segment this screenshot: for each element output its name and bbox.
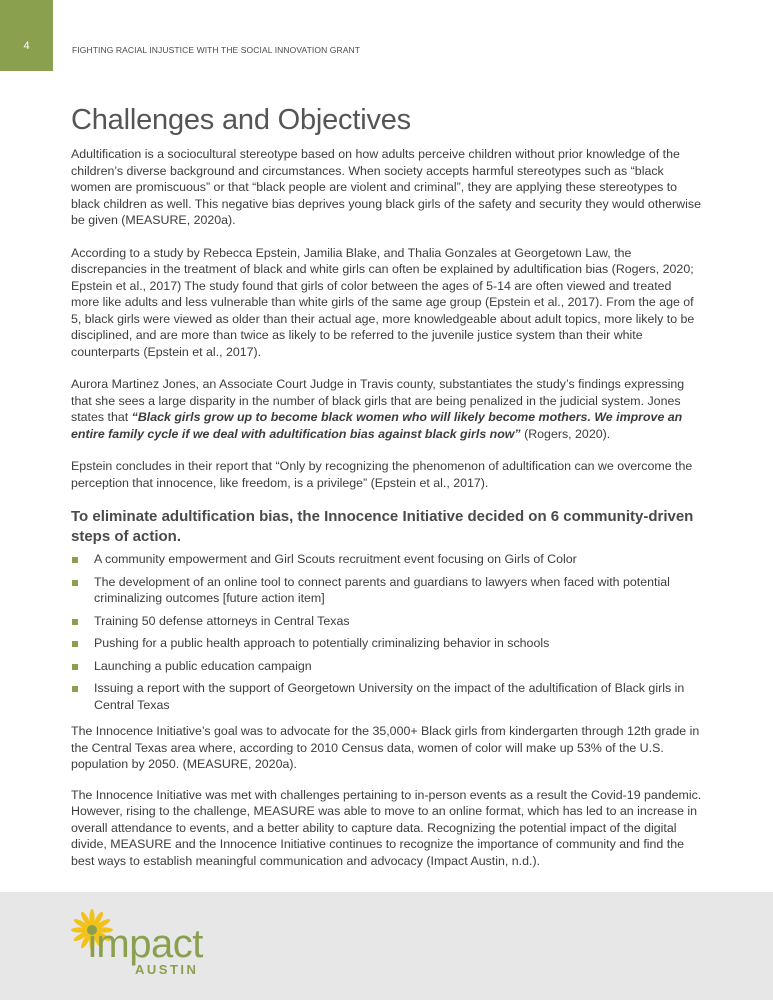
steps-list — [71, 551, 703, 713]
judge-quote-citation: (Rogers, 2020). — [520, 426, 611, 441]
paragraph-judge-quote — [71, 376, 703, 442]
page-number: 4 — [23, 40, 30, 52]
page-number-tab — [0, 0, 53, 71]
square-bullet-icon — [72, 557, 78, 563]
square-bullet-icon — [72, 686, 78, 692]
paragraph-goal: The Innocence Initiative’s goal was to advocate for the 35,000+ Black girls from kindergarten through 12th grade in the Central Texas area where, according to 2010 Census data, women of color will make up 53% of the U.S. population by 2050. (MEASURE, 2020a). — [71, 724, 700, 771]
paragraph-covid-challenges: The Innocence Initiative was met with challenges pertaining to in-person events as a result the Covid-19 pandemic. However, rising to the challenge, MEASURE was able to move to an online format, which has led to an increase in overall attendance to events, and a better ability to capture data. Recognizing the potential impact of the digital divide, MEASURE and the Innocence Initiative continues to recognize the importance of community and find the best ways to establish meaningful communication and advocacy (Impact Austin, n.d.). — [71, 787, 702, 868]
impact-austin-logo — [70, 908, 220, 980]
logo-wordmark: impact — [88, 922, 203, 966]
main-content — [71, 102, 703, 885]
list-item: Issuing a report with the support of Georgetown University on the impact of the adultification of Black girls in Central Texas — [71, 680, 703, 713]
list-item: Training 50 defense attorneys in Central Texas — [71, 613, 703, 630]
paragraph-adultification-definition: Adultification is a sociocultural stereotype based on how adults perceive children without prior knowledge of the children’s diverse background and circumstances. When society accepts harmful stereotypes such as “black women are promiscuous” or that “black people are violent and criminal”, they are applying these stereotypes to black children as well. This negative bias deprives young black girls of the safety and security they would otherwise be given (MEASURE, 2020a). — [71, 147, 701, 227]
logo-subtitle: AUSTIN — [135, 962, 199, 977]
list-item: A community empowerment and Girl Scouts recruitment event focusing on Girls of Color — [71, 551, 703, 568]
paragraph-epstein-conclusion: Epstein concludes in their report that “Only by recognizing the phenomenon of adultification can we overcome the perception that innocence, like freedom, is a privilege” (Epstein et al., 2017). — [71, 459, 693, 490]
judge-quote-intro: Aurora Martinez Jones, an Associate Court Judge in Travis county, substantiates the study’s findings expressing that she sees a large disparity in the number of black girls that are being penalized in the judicial system. Jones states that — [71, 377, 685, 424]
page-title: Challenges and Objectives — [71, 104, 411, 136]
paragraph-georgetown-study: According to a study by Rebecca Epstein, Jamilia Blake, and Thalia Gonzales at Georgetown Law, the discrepancies in the treatment of black and white girls can often be explained by adultification bias (Rogers, 2020; Epstein et al., 2017) The study found that girls of color between the ages of 5-14 are often viewed and treated more like adults and less vulnerable than white girls of the same age group (Epstein et al., 2017). From the age of 5, black girls were viewed as older than their actual age, more knowledgeable about adult topics, more likely to be disciplined, and are more than twice as likely to be referred to the juvenile justice system than their white counterparts (Epstein et al., 2017). — [71, 245, 695, 359]
list-item: The development of an online tool to connect parents and guardians to lawyers when faced with potential criminalizing outcomes [future action item] — [71, 574, 703, 607]
list-item: Pushing for a public health approach to potentially criminalizing behavior in schools — [71, 635, 703, 652]
judge-quote: “Black girls grow up to become black women who will likely become mothers. We improve an entire family cycle if we deal with adultification bias against black girls now” — [71, 410, 683, 441]
square-bullet-icon — [72, 641, 78, 647]
list-item: Launching a public education campaign — [71, 658, 703, 675]
square-bullet-icon — [72, 664, 78, 670]
square-bullet-icon — [72, 580, 78, 586]
square-bullet-icon — [72, 619, 78, 625]
running-header: FIGHTING RACIAL INJUSTICE WITH THE SOCIAL INNOVATION GRANT — [72, 45, 361, 55]
steps-heading: To eliminate adultification bias, the Innocence Initiative decided on 6 community-driven steps of action. — [71, 508, 694, 545]
